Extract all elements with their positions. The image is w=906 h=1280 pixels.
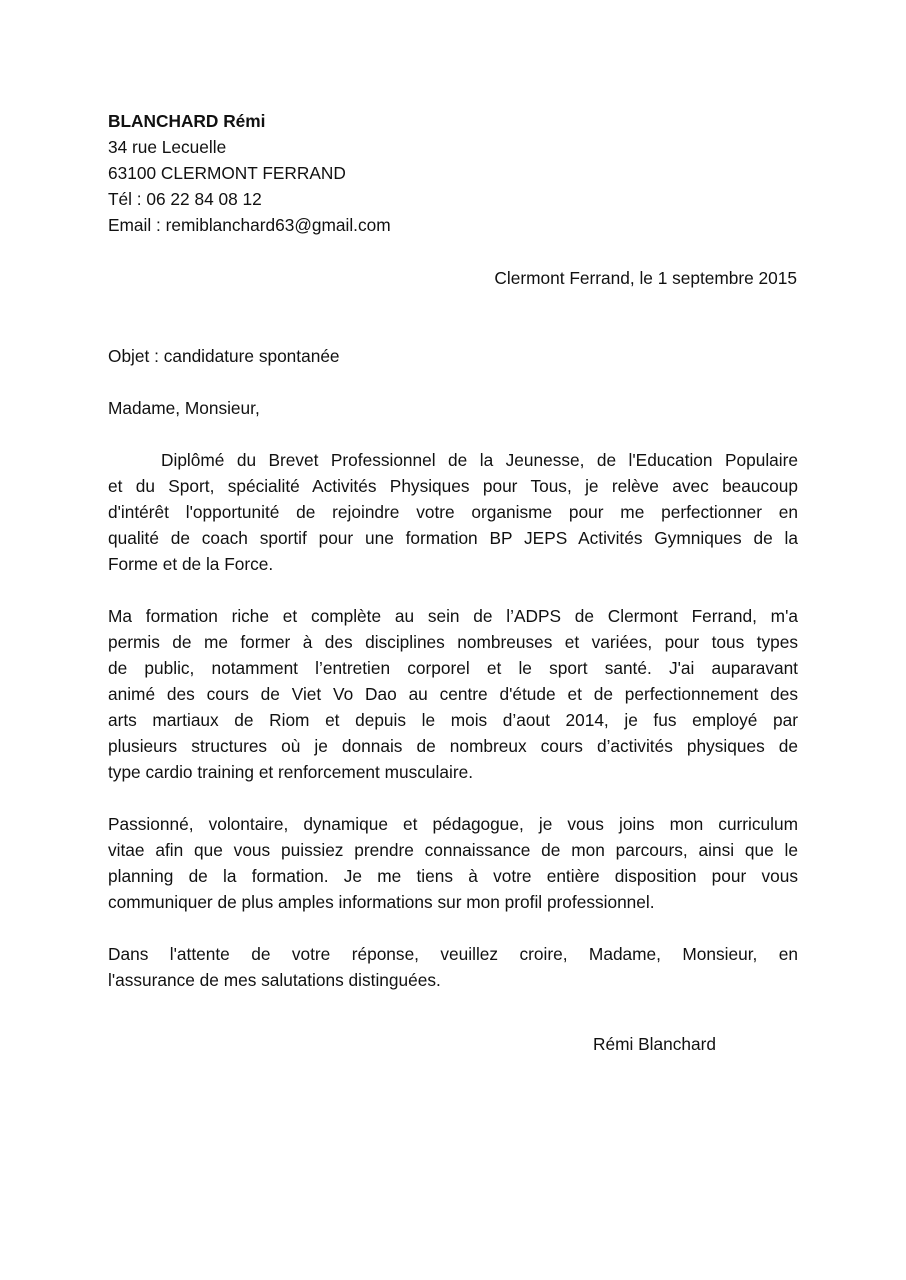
paragraph-line: Forme et de la Force.: [108, 554, 274, 574]
paragraph-1: [108, 447, 798, 577]
sender-phone: Tél : 06 22 84 08 12: [108, 189, 262, 209]
paragraph-line: animé des cours de Viet Vo Dao au centre d'étude et de perfectionnement des: [108, 684, 798, 704]
paragraph-line: type cardio training et renforcement musculaire.: [108, 762, 473, 782]
paragraph-line: d'intérêt l'opportunité de rejoindre votre organisme pour me perfectionner en: [108, 502, 798, 522]
paragraph-line: Dans l'attente de votre réponse, veuillez croire, Madame, Monsieur, en: [108, 944, 798, 964]
paragraph-4: [108, 941, 798, 993]
date-line: Clermont Ferrand, le 1 septembre 2015: [494, 268, 797, 288]
paragraph-line: qualité de coach sportif pour une formation BP JEPS Activités Gymniques de la: [108, 528, 798, 548]
paragraph-line: arts martiaux de Riom et depuis le mois d’aout 2014, je fus employé par: [108, 710, 798, 730]
subject-line: Objet : candidature spontanée: [108, 346, 340, 366]
paragraph-line: Diplômé du Brevet Professionnel de la Jeunesse, de l'Education Populaire: [161, 450, 798, 470]
paragraph-line: vitae afin que vous puissiez prendre connaissance de mon parcours, ainsi que le: [108, 840, 798, 860]
paragraph-line: et du Sport, spécialité Activités Physiques pour Tous, je relève avec beaucoup: [108, 476, 798, 496]
paragraph-line: plusieurs structures où je donnais de nombreux cours d’activités physiques de: [108, 736, 798, 756]
paragraph-line: Ma formation riche et complète au sein de l’ADPS de Clermont Ferrand, m'a: [108, 606, 798, 626]
paragraph-3: [108, 811, 798, 915]
paragraph-line: planning de la formation. Je me tiens à votre entière disposition pour vous: [108, 866, 798, 886]
paragraph-line: l'assurance de mes salutations distinguées.: [108, 970, 441, 990]
paragraph-line: communiquer de plus amples informations sur mon profil professionnel.: [108, 892, 655, 912]
paragraph-line: permis de me former à des disciplines nombreuses et variées, pour tous types: [108, 632, 798, 652]
salutation: Madame, Monsieur,: [108, 398, 260, 418]
paragraph-2: [108, 603, 798, 785]
sender-street: 34 rue Lecuelle: [108, 137, 227, 157]
sender-city: 63100 CLERMONT FERRAND: [108, 163, 346, 183]
paragraph-line: Passionné, volontaire, dynamique et pédagogue, je vous joins mon curriculum: [108, 814, 798, 834]
sender-email: Email : remiblanchard63@gmail.com: [108, 215, 391, 235]
paragraph-line: de public, notamment l’entretien corporel et le sport santé. J'ai auparavant: [108, 658, 798, 678]
signature: Rémi Blanchard: [593, 1034, 716, 1054]
sender-name: BLANCHARD Rémi: [108, 111, 266, 131]
